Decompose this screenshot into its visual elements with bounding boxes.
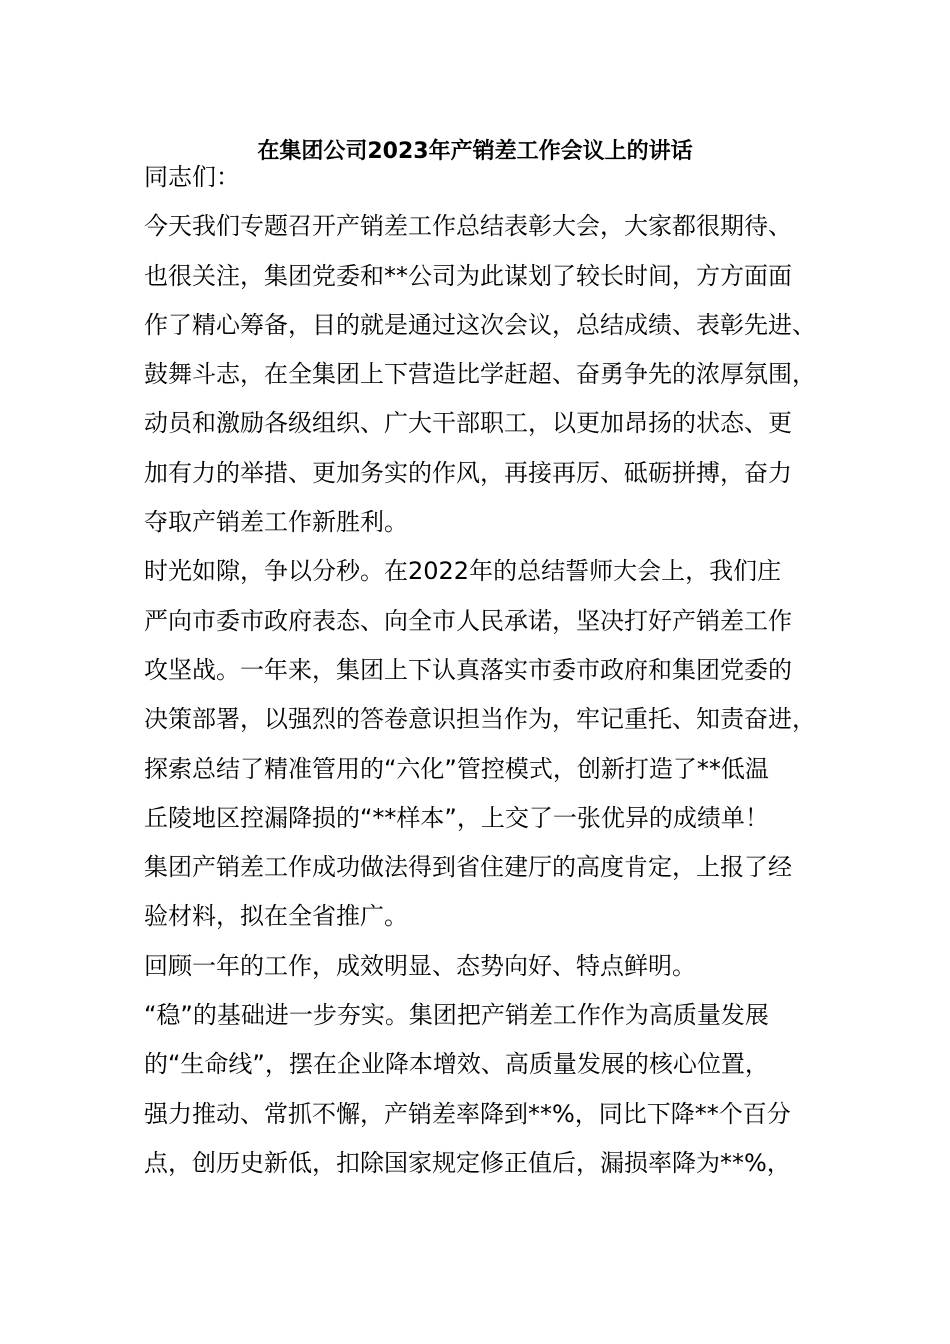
document-body <box>144 153 824 1188</box>
body-line: 决策部署，以强烈的答卷意识担当作为，牢记重托、知责奋进， <box>144 705 816 734</box>
body-line: 严向市委市政府表态、向全市人民承诺，坚决打好产销差工作 <box>144 606 792 635</box>
body-line: 回顾一年的工作，成效明显、态势向好、特点鲜明。 <box>144 951 696 980</box>
body-line: 探索总结了精准管用的“六化”管控模式，创新打造了**低温 <box>144 754 769 783</box>
body-line: 夺取产销差工作新胜利。 <box>144 508 408 537</box>
body-line: 作了精心筹备，目的就是通过这次会议，总结成绩、表彰先进、 <box>144 310 816 339</box>
body-line: 丘陵地区控漏降损的“**样本”，上交了一张优异的成绩单！ <box>144 803 769 832</box>
body-line: 今天我们专题召开产销差工作总结表彰大会，大家都很期待、 <box>144 212 792 241</box>
body-line: 验材料，拟在全省推广。 <box>144 902 408 931</box>
body-line: 攻坚战。一年来，集团上下认真落实市委市政府和集团党委的 <box>144 655 792 684</box>
body-line: 点，创历史新低，扣除国家规定修正值后，漏损率降为**%， <box>144 1148 791 1177</box>
document-title: 在集团公司2023年产销差工作会议上的讲话 <box>257 139 693 164</box>
body-line: 鼓舞斗志，在全集团上下营造比学赶超、奋勇争先的浓厚氛围， <box>144 360 816 389</box>
body-line: 的“生命线”，摆在企业降本增效、高质量发展的核心位置， <box>144 1050 769 1079</box>
body-line: 也很关注，集团党委和**公司为此谋划了较长时间，方方面面 <box>144 261 792 290</box>
body-line: 时光如隙，争以分秒。在2022年的总结誓师大会上，我们庄 <box>144 557 782 586</box>
salutation-line: 同志们： <box>144 163 240 191</box>
body-line: “稳”的基础进一步夯实。集团把产销差工作作为高质量发展 <box>144 1001 769 1030</box>
body-line: 动员和激励各级组织、广大干部职工，以更加昂扬的状态、更 <box>144 409 792 438</box>
body-line: 加有力的举措、更加务实的作风，再接再厉、砥砺拼搏，奋力 <box>144 458 792 487</box>
body-line: 集团产销差工作成功做法得到省住建厅的高度肯定，上报了经 <box>144 853 792 882</box>
body-line: 强力推动、常抓不懈，产销差率降到**%，同比下降**个百分 <box>144 1099 791 1128</box>
